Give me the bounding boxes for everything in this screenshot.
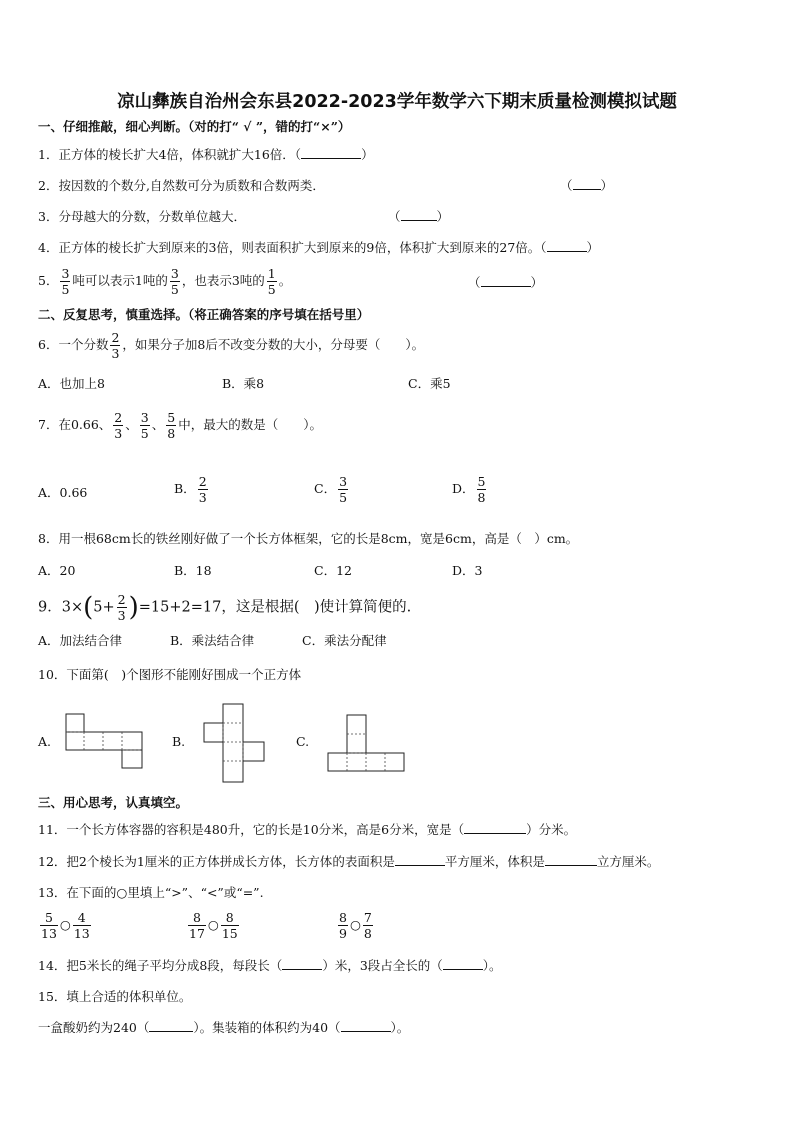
compare-circle[interactable]: ○ [349, 917, 361, 932]
fraction: $\frac{5}{8}$ [167, 410, 176, 441]
fraction: $\frac{5}{8}$ [477, 474, 486, 505]
cube-net-b [202, 702, 268, 784]
q5-answer-blank[interactable] [481, 274, 531, 287]
fraction: $\frac{1}{5}$ [267, 266, 276, 297]
q14-length-blank[interactable] [282, 957, 322, 970]
q4-answer-blank[interactable] [547, 239, 587, 252]
question-12: 12．把2个棱长为1厘米的正方体拼成长方体，长方体的表面积是 平方厘米，体积是 立方厘米。 [38, 854, 660, 869]
q11-answer-blank[interactable] [464, 821, 526, 834]
q12-volume-blank[interactable] [545, 853, 597, 866]
net-strip [66, 732, 142, 750]
question-14: 14．把5米长的绳子平均分成8段，每段长（ ）米，3段占全长的（ ）。 [38, 958, 502, 973]
question-2 [38, 177, 614, 195]
question-4: 4．正方体的棱长扩大到原来的3倍，则表面积扩大到原来的9倍，体积扩大到原来的27倍。（ ） [38, 240, 600, 255]
section-1-heading: 一、仔细推敲，细心判断。（对的打“ √ ”，错的打“×”） [38, 119, 351, 134]
question-15-line: 一盒酸奶约为240（ ）。集装箱的体积约为40（ ）。 [38, 1020, 410, 1035]
question-9: 9．3×(5+ $\frac{2}{3}$ )=15+2=17，这是根据( )使计算简便的. [38, 592, 412, 623]
q9-option-a[interactable]: A．加法结合律 [38, 633, 123, 648]
q10-option-a[interactable]: A. [38, 734, 52, 749]
question-15: 15．填上合适的体积单位。 [38, 989, 192, 1004]
q2-answer-blank[interactable] [573, 177, 601, 190]
q12-area-blank[interactable] [395, 853, 445, 866]
net-square [66, 714, 84, 732]
q8-option-a[interactable]: A．20 [38, 563, 76, 578]
section-2-heading: 二、反复思考，慎重选择。（将正确答案的序号填在括号里） [38, 307, 370, 322]
fraction: $\frac{3}{5}$ [140, 410, 149, 441]
q3-answer: （ ） [388, 209, 450, 224]
q5-answer: （ ） [468, 275, 544, 290]
q3-answer-blank[interactable] [401, 208, 437, 221]
left-paren: ( [83, 592, 94, 623]
q1-answer-blank[interactable] [301, 146, 361, 159]
cube-net-a-drawing [64, 712, 144, 770]
fraction: $\frac{8}{9}$ [339, 910, 347, 941]
fraction: $\frac{2}{3}$ [114, 410, 123, 441]
cube-net-c [326, 713, 408, 773]
fraction: $\frac{3}{5}$ [339, 474, 348, 505]
q14-fraction-blank[interactable] [443, 957, 483, 970]
question-13: 13．在下面的○里填上“>”、“<”或“=”. [38, 885, 264, 900]
q4-text: 4．正方体的棱长扩大到原来的3倍，则表面积扩大到原来的9倍，体积扩大到原来的27倍。（ [38, 240, 547, 255]
fraction: $\frac{2}{3}$ [198, 474, 207, 505]
comparison-2 [186, 910, 241, 941]
cube-net-c-drawing [326, 713, 408, 773]
q6-option-b[interactable]: B．乘8 [222, 376, 265, 391]
compare-circle[interactable]: ○ [207, 917, 219, 932]
fraction: $\frac{8}{17}$ [189, 910, 205, 941]
question-5: 5． $\frac{3}{5}$ 吨可以表示1吨的 $\frac{3}{5}$ ，也表示3吨的 $\frac{1}{5}$ 。 （ ） [38, 266, 544, 297]
fraction: $\frac{8}{15}$ [221, 910, 238, 941]
question-1 [38, 146, 374, 164]
fraction: $\frac{2}{3}$ [111, 330, 120, 361]
q8-option-c[interactable]: C．12 [314, 563, 352, 578]
fraction: $\frac{3}{5}$ [170, 266, 179, 297]
question-6: 6．一个分数 $\frac{2}{3}$ ，如果分子加8后不改变分数的大小，分母要（ ）。 [38, 330, 425, 361]
page-title: 凉山彝族自治州会东县2022-2023学年数学六下期末质量检测模拟试题 [117, 92, 677, 112]
question-8: 8．用一根68cm长的铁丝刚好做了一个长方体框架，它的长是8cm，宽是6cm，高是（ ）cm。 [38, 531, 579, 546]
q7-option-c[interactable]: C． $\frac{3}{5}$ [314, 474, 348, 505]
q2-text: 2．按因数的个数分,自然数可分为质数和合数两类． [38, 178, 325, 193]
comparison-1 [38, 910, 93, 941]
net-square [122, 750, 142, 768]
q8-option-b[interactable]: B．18 [174, 563, 212, 578]
q1-close: ） [361, 147, 374, 162]
question-3 [38, 208, 450, 226]
q10-option-c[interactable]: C. [296, 734, 310, 749]
q6-option-a[interactable]: A．也加上8 [38, 376, 105, 391]
compare-circle[interactable]: ○ [59, 917, 71, 932]
q9-option-c[interactable]: C．乘法分配律 [302, 633, 387, 648]
q6-option-c[interactable]: C．乘5 [408, 376, 451, 391]
q7-option-a[interactable]: A．0.66 [38, 485, 88, 500]
question-7: 7．在0.66、 $\frac{2}{3}$ 、 $\frac{3}{5}$ 、 $\frac{5}{8}$ 中，最大的数是（ ）。 [38, 410, 322, 441]
question-11: 11．一个长方体容器的容积是480升，它的长是10分米，高是6分米，宽是（ ）分米。 [38, 822, 577, 837]
fraction: $\frac{4}{13}$ [73, 910, 90, 941]
fraction: $\frac{3}{5}$ [61, 266, 70, 297]
comparison-3 [336, 910, 375, 941]
fraction: $\frac{2}{3}$ [117, 592, 126, 623]
q10-option-b[interactable]: B. [172, 734, 186, 749]
q15-container-blank[interactable] [341, 1019, 391, 1032]
q7-option-b[interactable]: B． $\frac{2}{3}$ [174, 474, 207, 505]
right-paren: ) [128, 592, 139, 623]
q15-yogurt-blank[interactable] [149, 1019, 193, 1032]
q8-option-d[interactable]: D．3 [452, 563, 483, 578]
question-10: 10．下面第( )个图形不能刚好围成一个正方体 [38, 667, 302, 682]
fraction: $\frac{7}{8}$ [363, 910, 372, 941]
q7-option-d[interactable]: D． $\frac{5}{8}$ [452, 474, 486, 505]
q2-answer: （ ） [560, 178, 614, 193]
q9-option-b[interactable]: B．乘法结合律 [170, 633, 255, 648]
cube-net-b-drawing [202, 702, 268, 784]
fraction: $\frac{5}{13}$ [41, 910, 57, 941]
section-3-heading: 三、用心思考，认真填空。 [38, 795, 189, 810]
cube-net-a [64, 712, 144, 770]
q1-text: 1．正方体的棱长扩大4倍，体积就扩大16倍．（ [38, 147, 302, 162]
q3-text: 3．分母越大的分数，分数单位越大． [38, 209, 246, 224]
